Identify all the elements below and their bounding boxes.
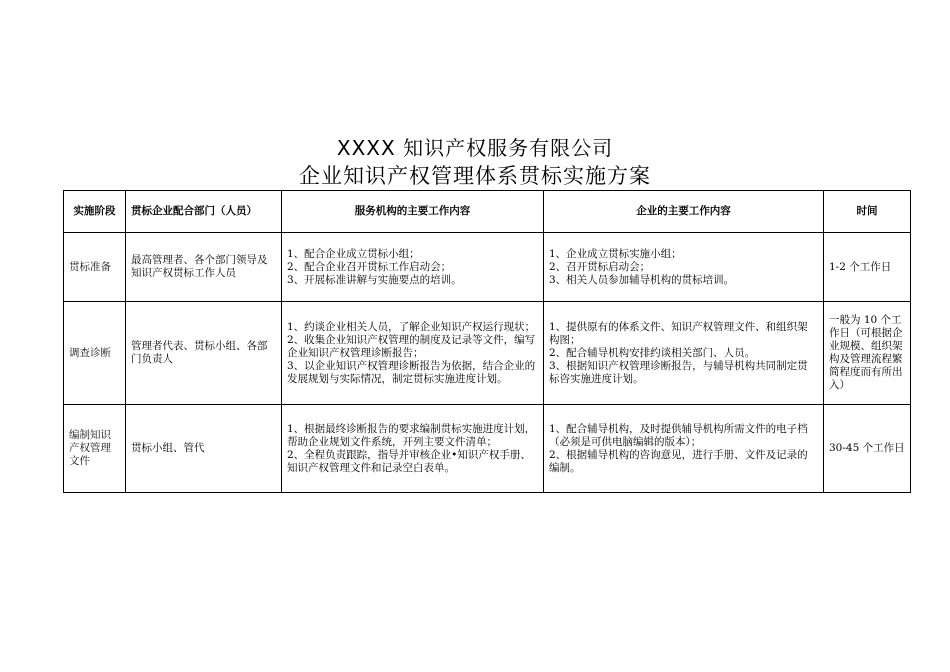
enterprise-item: 3、根据知识产权管理诊断报告，与辅导机构共同制定贯标咨实施进度计划。: [549, 359, 808, 385]
implementation-plan-table: [63, 190, 911, 493]
stage-cell: 贯标准备: [64, 233, 126, 302]
header-service: 服务机构的主要工作内容: [282, 191, 544, 233]
table-row: [64, 405, 911, 493]
document-title: [0, 134, 950, 190]
dept-cell: 管理者代表、贯标小组、各部门负责人: [126, 302, 282, 405]
enterprise-item: 1、配合辅导机构，及时提供辅导机构所需文件的电子档（必须是可供电脑编辑的版本）；: [549, 422, 808, 448]
enterprise-item: 2、根据辅导机构的咨询意见，进行手册、文件及记录的编制。: [549, 448, 808, 474]
table-header-row: [64, 191, 911, 233]
service-cell: [282, 233, 544, 302]
service-cell: [282, 302, 544, 405]
enterprise-cell: [544, 233, 824, 302]
service-item: 2、收集企业知识产权管理的制度及记录等文件，编写企业知识产权管理诊断报告；: [287, 333, 536, 359]
enterprise-cell: [544, 405, 824, 493]
dept-cell: 贯标小组、管代: [126, 405, 282, 493]
company-name: XXXX 知识产权服务有限公司: [336, 136, 614, 160]
table-row: [64, 302, 911, 405]
stage-cell: 编制知识产权管理文件: [64, 405, 126, 493]
service-item: 1、根据最终诊断报告的要求编制贯标实施进度计划，帮助企业规划文件系统，开列主要文件清单；: [287, 422, 536, 448]
enterprise-item: 2、召开贯标启动会；: [549, 260, 651, 273]
header-stage: 实施阶段: [64, 191, 126, 233]
enterprise-cell: [544, 302, 824, 405]
service-item: 1、约谈企业相关人员，了解企业知识产权运行现状；: [287, 320, 536, 333]
enterprise-item: 1、提供原有的体系文件、知识产权管理文件、和组织架构图；: [549, 320, 808, 346]
stage-cell: 调查诊断: [64, 302, 126, 405]
time-cell: 1-2 个工作日: [824, 233, 911, 302]
enterprise-item: 1、企业成立贯标实施小组；: [549, 247, 682, 260]
service-item: 2、全程负责跟踪，指导并审核企业•知识产权手册、知识产权管理文件和记录空白表单。: [287, 448, 531, 474]
table-row: [64, 233, 911, 302]
dept-cell: 最高管理者、各个部门领导及知识产权贯标工作人员: [126, 233, 282, 302]
enterprise-item: 3、相关人员参加辅导机构的贯标培训。: [549, 273, 735, 286]
header-enterprise: 企业的主要工作内容: [544, 191, 824, 233]
plan-title: 企业知识产权管理体系贯标实施方案: [299, 164, 651, 188]
enterprise-item: 2、配合辅导机构安排约谈相关部门、人员。: [549, 346, 756, 359]
service-cell: [282, 405, 544, 493]
service-item: 3、以企业知识产权管理诊断报告为依据，结合企业的发展规划与实际情况，制定贯标实施进度计划。: [287, 359, 536, 385]
header-dept: 贯标企业配合部门（人员）: [126, 191, 282, 233]
service-item: 2、配合企业召开贯标工作启动会；: [287, 260, 452, 273]
time-cell: 30-45 个工作日: [824, 405, 911, 493]
time-cell: 一般为 10 个工作日（可根据企业规模、组织架构及管理流程繁简程度而有所出入）: [824, 302, 911, 405]
service-item: 1、配合企业成立贯标小组；: [287, 247, 420, 260]
header-time: 时间: [824, 191, 911, 233]
service-item: 3、开展标准讲解与实施要点的培训。: [287, 273, 462, 286]
